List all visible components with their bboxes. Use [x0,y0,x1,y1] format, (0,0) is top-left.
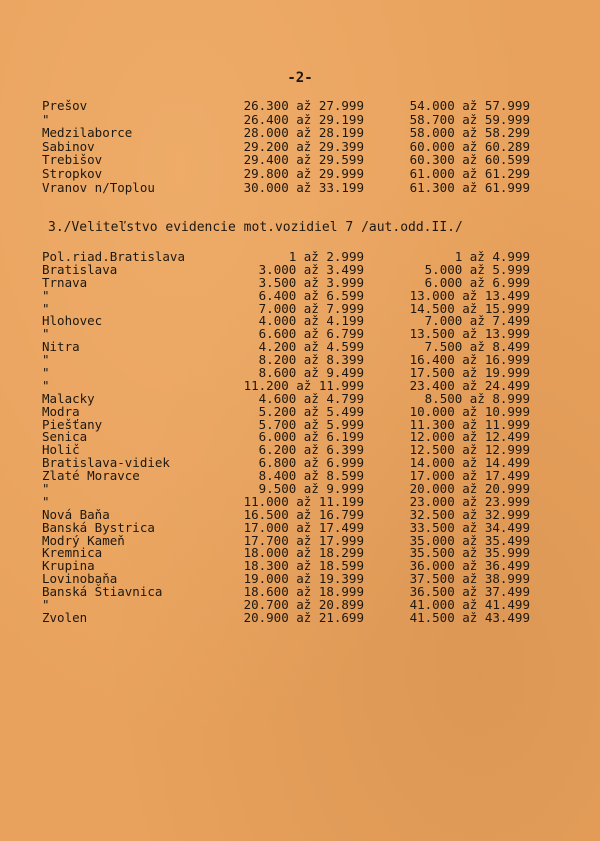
range-primary: 16.500 až 16.799 [243,506,364,522]
range-secondary: 17.500 až 19.999 [409,365,530,381]
district-name: Prešov [42,98,88,113]
district-name: Kremnica [42,545,103,561]
range-secondary: 41.000 až 41.499 [409,597,530,613]
range-secondary: 36.500 až 37.499 [409,584,530,600]
range-primary: 7.000 až 7.999 [258,300,364,316]
district-name: Trebišov [42,152,103,168]
table-section-2 [0,99,600,194]
range-primary: 28.000 až 28.199 [243,125,364,141]
page-number: -2- [287,70,313,86]
table-row [0,140,600,154]
range-secondary: 8.500 až 8.999 [424,390,530,406]
range-primary: 18.000 až 18.299 [243,545,364,561]
range-primary: 3.500 až 3.999 [258,274,364,290]
range-primary: 20.700 až 20.899 [243,597,364,613]
range-secondary: 60.000 až 60.289 [409,138,530,154]
district-name: Bratislava [42,261,118,277]
range-primary: 3.000 až 3.499 [258,261,364,277]
range-primary: 26.400 až 29.199 [243,111,364,127]
district-name: " [42,481,50,497]
table-row [0,113,600,127]
range-primary: 6.800 až 6.999 [258,455,364,471]
range-secondary: 6.000 až 6.999 [424,274,530,290]
range-primary: 17.000 až 17.499 [243,519,364,535]
table-row [0,99,600,113]
range-secondary: 12.500 až 12.999 [409,442,530,458]
district-name: " [42,111,50,127]
district-name: Stropkov [42,165,103,181]
range-secondary: 61.300 až 61.999 [409,179,530,195]
district-name: Vranov n/Toplou [42,179,155,195]
table-row [0,167,600,181]
range-primary: 17.700 až 17.999 [243,532,364,548]
range-primary: 19.000 až 19.399 [243,571,364,587]
district-name: Modra [42,403,80,419]
range-secondary: 11.300 až 11.999 [409,416,530,432]
district-name: Sabinov [42,138,95,154]
table-row [0,609,600,625]
table-section-3 [0,251,600,625]
range-primary: 29.400 až 29.599 [243,152,364,168]
range-secondary: 58.700 až 59.999 [409,111,530,127]
range-primary: 4.200 až 4.599 [258,339,364,355]
range-secondary: 1 až 4.999 [454,249,530,264]
range-secondary: 35.000 až 35.499 [409,532,530,548]
range-secondary: 20.000 až 20.999 [409,481,530,497]
district-name: " [42,352,50,368]
district-name: Bratislava-vidiek [42,455,170,471]
district-name: Nová Baňa [42,506,110,522]
range-primary: 6.600 až 6.799 [258,326,364,342]
range-primary: 11.000 až 11.199 [243,493,364,509]
district-name: " [42,365,50,381]
district-name: Modrý Kameň [42,532,125,548]
range-primary: 8.400 až 8.599 [258,468,364,484]
district-name: " [42,326,50,342]
table-row [0,153,600,167]
range-secondary: 41.500 až 43.499 [409,609,530,625]
range-primary: 30.000 až 33.199 [243,179,364,195]
range-primary: 20.900 až 21.699 [243,609,364,625]
district-name: " [42,597,50,613]
district-name: Senica [42,429,88,445]
district-name: " [42,287,50,303]
district-name: Krupina [42,558,95,574]
range-secondary: 16.400 až 16.999 [409,352,530,368]
district-name: Lovinobaňa [42,571,118,587]
range-secondary: 23.400 až 24.499 [409,377,530,393]
range-primary: 9.500 až 9.999 [258,481,364,497]
district-name: Pol.riad.Bratislava [42,249,185,264]
district-name: Banská Bystrica [42,519,155,535]
range-primary: 6.200 až 6.399 [258,442,364,458]
table-row [0,181,600,195]
district-name: Zlaté Moravce [42,468,140,484]
range-secondary: 5.000 až 5.999 [424,261,530,277]
district-name: Medzilaborce [42,125,133,141]
section-heading: 3./Veliteľstvo evidencie mot.vozidiel 7 /aut.odd.II./ [48,220,463,235]
range-secondary: 61.000 až 61.299 [409,165,530,181]
range-secondary: 10.000 až 10.999 [409,403,530,419]
district-name: " [42,300,50,316]
range-secondary: 35.500 až 35.999 [409,545,530,561]
range-primary: 29.800 až 29.999 [243,165,364,181]
range-secondary: 32.500 až 32.999 [409,506,530,522]
range-primary: 29.200 až 29.399 [243,138,364,154]
range-secondary: 17.000 až 17.499 [409,468,530,484]
range-primary: 6.000 až 6.199 [258,429,364,445]
range-secondary: 14.500 až 15.999 [409,300,530,316]
range-primary: 4.000 až 4.199 [258,313,364,329]
district-name: " [42,377,50,393]
range-secondary: 14.000 až 14.499 [409,455,530,471]
range-primary: 4.600 až 4.799 [258,390,364,406]
range-secondary: 23.000 až 23.999 [409,493,530,509]
range-secondary: 12.000 až 12.499 [409,429,530,445]
range-primary: 8.600 až 9.499 [258,365,364,381]
range-secondary: 7.000 až 7.499 [424,313,530,329]
range-secondary: 13.000 až 13.499 [409,287,530,303]
range-primary: 18.300 až 18.599 [243,558,364,574]
district-name: Hlohovec [42,313,103,329]
district-name: Banská Štiavnica [42,584,163,600]
range-secondary: 36.000 až 36.499 [409,558,530,574]
range-primary: 1 až 2.999 [288,249,364,264]
range-secondary: 54.000 až 57.999 [409,98,530,113]
range-secondary: 60.300 až 60.599 [409,152,530,168]
range-secondary: 58.000 až 58.299 [409,125,530,141]
district-name: Malacky [42,390,95,406]
range-secondary: 13.500 až 13.999 [409,326,530,342]
range-primary: 11.200 až 11.999 [243,377,364,393]
range-primary: 6.400 až 6.599 [258,287,364,303]
range-primary: 5.700 až 5.999 [258,416,364,432]
range-secondary: 33.500 až 34.499 [409,519,530,535]
range-primary: 8.200 až 8.399 [258,352,364,368]
range-secondary: 37.500 až 38.999 [409,571,530,587]
table-row [0,126,600,140]
district-name: Nitra [42,339,80,355]
district-name: Holič [42,442,80,458]
range-primary: 5.200 až 5.499 [258,403,364,419]
district-name: Piešťany [42,416,103,432]
district-name: " [42,493,50,509]
district-name: Zvolen [42,609,88,625]
district-name: Trnava [42,274,88,290]
range-primary: 18.600 až 18.999 [243,584,364,600]
range-secondary: 7.500 až 8.499 [424,339,530,355]
range-primary: 26.300 až 27.999 [243,98,364,113]
